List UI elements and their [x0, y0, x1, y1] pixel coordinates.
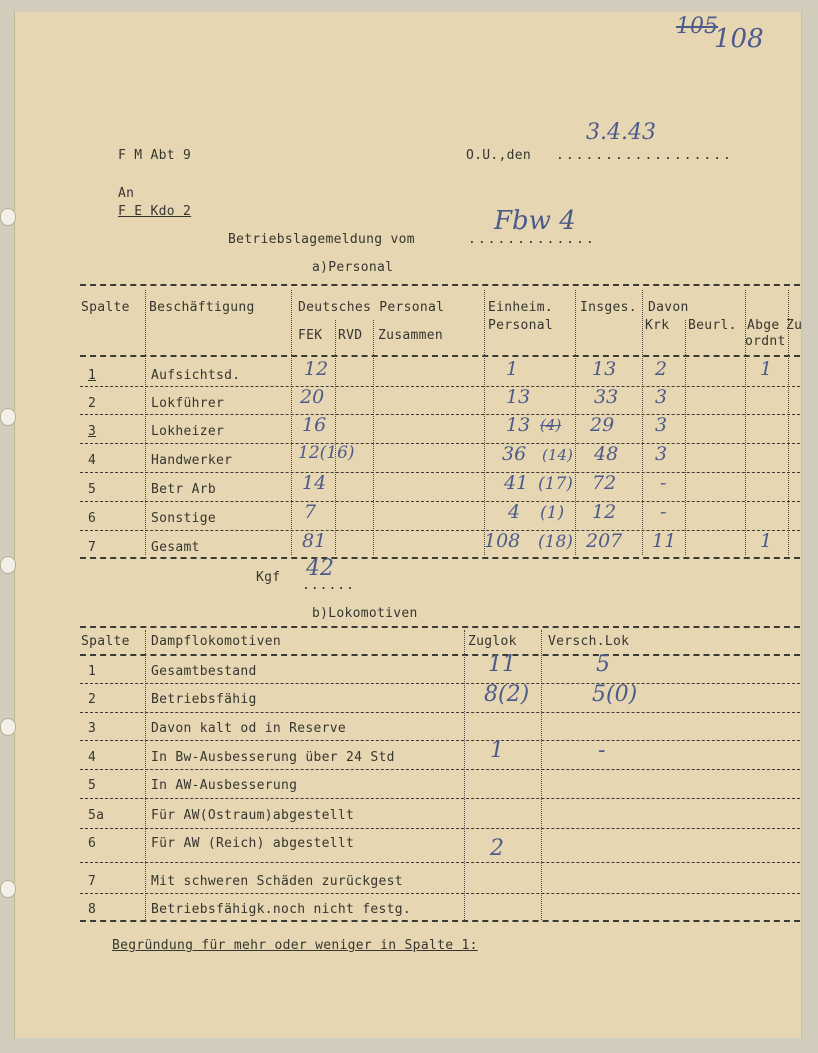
- handwritten-unit: Fbw 4: [494, 206, 576, 236]
- row-label: Betr Arb: [151, 482, 217, 497]
- row-label: Sonstige: [151, 511, 217, 526]
- addressee-label: An: [118, 186, 135, 201]
- handwritten-date: 3.4.43: [586, 120, 656, 145]
- einheim-value: 13: [506, 414, 531, 436]
- fek-value: 16: [302, 414, 327, 436]
- place-date-label: O.U.,den: [466, 148, 532, 163]
- insges-value: 13: [592, 358, 617, 380]
- col-abgeordnt: Abge: [747, 318, 780, 333]
- addressee: F E Kdo 2: [118, 204, 192, 219]
- col-deutsches-personal: Deutsches Personal: [298, 300, 445, 315]
- einheim-value: 13: [506, 386, 531, 408]
- report-title: Betriebslagemeldung vom: [228, 232, 415, 247]
- insges-value: 12: [592, 501, 617, 523]
- krk-value: 11: [652, 530, 677, 552]
- row-label: Handwerker: [151, 453, 233, 468]
- col-beschaeftigung: Beschäftigung: [149, 300, 255, 315]
- row-number: 5a: [88, 808, 105, 823]
- insges-value: 33: [594, 386, 619, 408]
- begruendung-line: Begründung für mehr oder weniger in Spalte 1:: [112, 938, 478, 953]
- col-zuglok: Zuglok: [468, 634, 517, 649]
- table-rule: [80, 355, 800, 357]
- einheim-extra: (1): [540, 503, 565, 523]
- punch-hole: [0, 880, 16, 898]
- einheim-value: 108: [484, 530, 521, 552]
- row-number: 1: [88, 368, 97, 383]
- col-zu: Zu: [786, 318, 803, 333]
- fek-value: 20: [300, 386, 325, 408]
- row-rule: [80, 893, 800, 894]
- column-divider: [373, 320, 374, 555]
- section-lokomotiven-title: b)Lokomotiven: [312, 606, 418, 621]
- col-krk: Krk: [645, 318, 670, 333]
- row-label: Gesamt: [151, 540, 200, 555]
- versch-value: 5: [596, 652, 610, 677]
- row-rule: [80, 828, 800, 829]
- col-insges: Insges.: [580, 300, 637, 315]
- einheim-extra: (17): [538, 474, 573, 494]
- zuglok-value: 11: [488, 652, 516, 677]
- table-rule: [80, 920, 800, 922]
- kgf-value: 42: [306, 556, 334, 581]
- row-label: Davon kalt od in Reserve: [151, 721, 347, 736]
- row-label: Lokheizer: [151, 424, 225, 439]
- krk-value: 2: [655, 358, 668, 380]
- insges-value: 72: [592, 472, 617, 494]
- row-number: 3: [88, 424, 97, 439]
- punch-hole: [0, 718, 16, 736]
- abge-value: 1: [760, 530, 773, 552]
- date-dots: ..................: [556, 148, 733, 163]
- row-number: 2: [88, 396, 97, 411]
- row-number: 6: [88, 511, 97, 526]
- versch-value: 5(0): [592, 682, 638, 707]
- col-versch-lok: Versch.Lok: [548, 634, 630, 649]
- row-label: Betriebsfähigk.noch nicht festg.: [151, 902, 412, 917]
- col-spalte: Spalte: [81, 300, 130, 315]
- row-number: 1: [88, 664, 97, 679]
- column-divider: [575, 290, 576, 555]
- zuglok-value: 2: [490, 836, 504, 861]
- column-divider: [745, 290, 746, 555]
- column-divider: [464, 630, 465, 920]
- kgf-label: Kgf: [256, 570, 281, 585]
- col-dampflokomotiven: Dampflokomotiven: [151, 634, 282, 649]
- insges-value: 48: [594, 443, 619, 465]
- col-rvd: RVD: [338, 328, 363, 343]
- fek-value: 81: [302, 530, 327, 552]
- row-number: 4: [88, 750, 97, 765]
- row-label: Mit schweren Schäden zurückgest: [151, 874, 403, 889]
- row-number: 7: [88, 540, 97, 555]
- col-beurl: Beurl.: [688, 318, 737, 333]
- col-einheim: Einheim.: [488, 300, 554, 315]
- abge-value: 1: [760, 358, 773, 380]
- fek-value: 14: [302, 472, 327, 494]
- row-label: Betriebsfähig: [151, 692, 257, 707]
- column-divider: [291, 290, 292, 555]
- row-rule: [80, 683, 800, 684]
- row-label: Aufsichtsd.: [151, 368, 241, 383]
- table-rule: [80, 654, 800, 656]
- row-number: 8: [88, 902, 97, 917]
- document-page: [14, 12, 801, 1038]
- fek-value: 7: [304, 501, 317, 523]
- einheim-value: 1: [506, 358, 519, 380]
- row-number: 4: [88, 453, 97, 468]
- row-rule: [80, 740, 800, 741]
- row-label: Für AW(Ostraum)abgestellt: [151, 808, 355, 823]
- krk-value: 3: [655, 414, 668, 436]
- report-dots: .............: [468, 232, 596, 247]
- krk-value: -: [660, 501, 667, 523]
- row-number: 6: [88, 836, 97, 851]
- table-rule: [80, 284, 800, 286]
- row-rule: [80, 414, 800, 415]
- insges-value: 29: [590, 414, 615, 436]
- einheim-value: 41: [504, 472, 529, 494]
- column-divider: [642, 290, 643, 555]
- einheim-extra: (18): [538, 532, 573, 552]
- einheim-value: 4: [508, 501, 521, 523]
- row-rule: [80, 472, 800, 473]
- col-spalte: Spalte: [81, 634, 130, 649]
- row-label: Gesamtbestand: [151, 664, 257, 679]
- row-rule: [80, 501, 800, 502]
- kgf-dots: ......: [302, 578, 355, 593]
- einheim-extra: (4): [540, 416, 562, 434]
- versch-value: -: [598, 738, 606, 763]
- column-divider: [145, 290, 146, 555]
- page-number: 108: [714, 24, 764, 54]
- page-number-struck: 105: [676, 14, 718, 39]
- einheim-extra: (14): [542, 446, 573, 464]
- row-label: Lokführer: [151, 396, 225, 411]
- row-number: 7: [88, 874, 97, 889]
- zuglok-value: 8(2): [484, 682, 530, 707]
- table-rule: [80, 626, 800, 628]
- row-rule: [80, 769, 800, 770]
- row-rule: [80, 862, 800, 863]
- row-label: In AW-Ausbesserung: [151, 778, 298, 793]
- column-divider: [541, 630, 542, 920]
- column-divider: [788, 290, 789, 555]
- row-rule: [80, 386, 800, 387]
- column-divider: [685, 320, 686, 555]
- zuglok-value: 1: [490, 738, 504, 763]
- row-rule: [80, 443, 800, 444]
- col-zusammen: Zusammen: [378, 328, 444, 343]
- row-rule: [80, 798, 800, 799]
- row-rule: [80, 530, 800, 531]
- fek-value: 12(16): [298, 443, 355, 463]
- row-number: 5: [88, 778, 97, 793]
- punch-hole: [0, 556, 16, 574]
- punch-hole: [0, 208, 16, 226]
- col-davon: Davon: [648, 300, 689, 315]
- column-divider: [145, 630, 146, 920]
- krk-value: -: [660, 472, 667, 494]
- row-label: Für AW (Reich) abgestellt: [151, 836, 355, 851]
- table-rule: [80, 557, 800, 559]
- row-label: In Bw-Ausbesserung über 24 Std: [151, 750, 395, 765]
- insges-value: 207: [586, 530, 623, 552]
- col-einheim-personal: Personal: [488, 318, 554, 333]
- row-number: 3: [88, 721, 97, 736]
- row-rule: [80, 712, 800, 713]
- column-divider: [335, 320, 336, 555]
- col-fek: FEK: [298, 328, 323, 343]
- punch-hole: [0, 408, 16, 426]
- krk-value: 3: [655, 443, 668, 465]
- row-number: 2: [88, 692, 97, 707]
- row-number: 5: [88, 482, 97, 497]
- krk-value: 3: [655, 386, 668, 408]
- column-divider: [484, 290, 485, 555]
- einheim-value: 36: [502, 443, 527, 465]
- fek-value: 12: [304, 358, 329, 380]
- col-abgeordnt-2: ordnt: [745, 334, 786, 349]
- section-personal-title: a)Personal: [312, 260, 394, 275]
- sender: F M Abt 9: [118, 148, 192, 163]
